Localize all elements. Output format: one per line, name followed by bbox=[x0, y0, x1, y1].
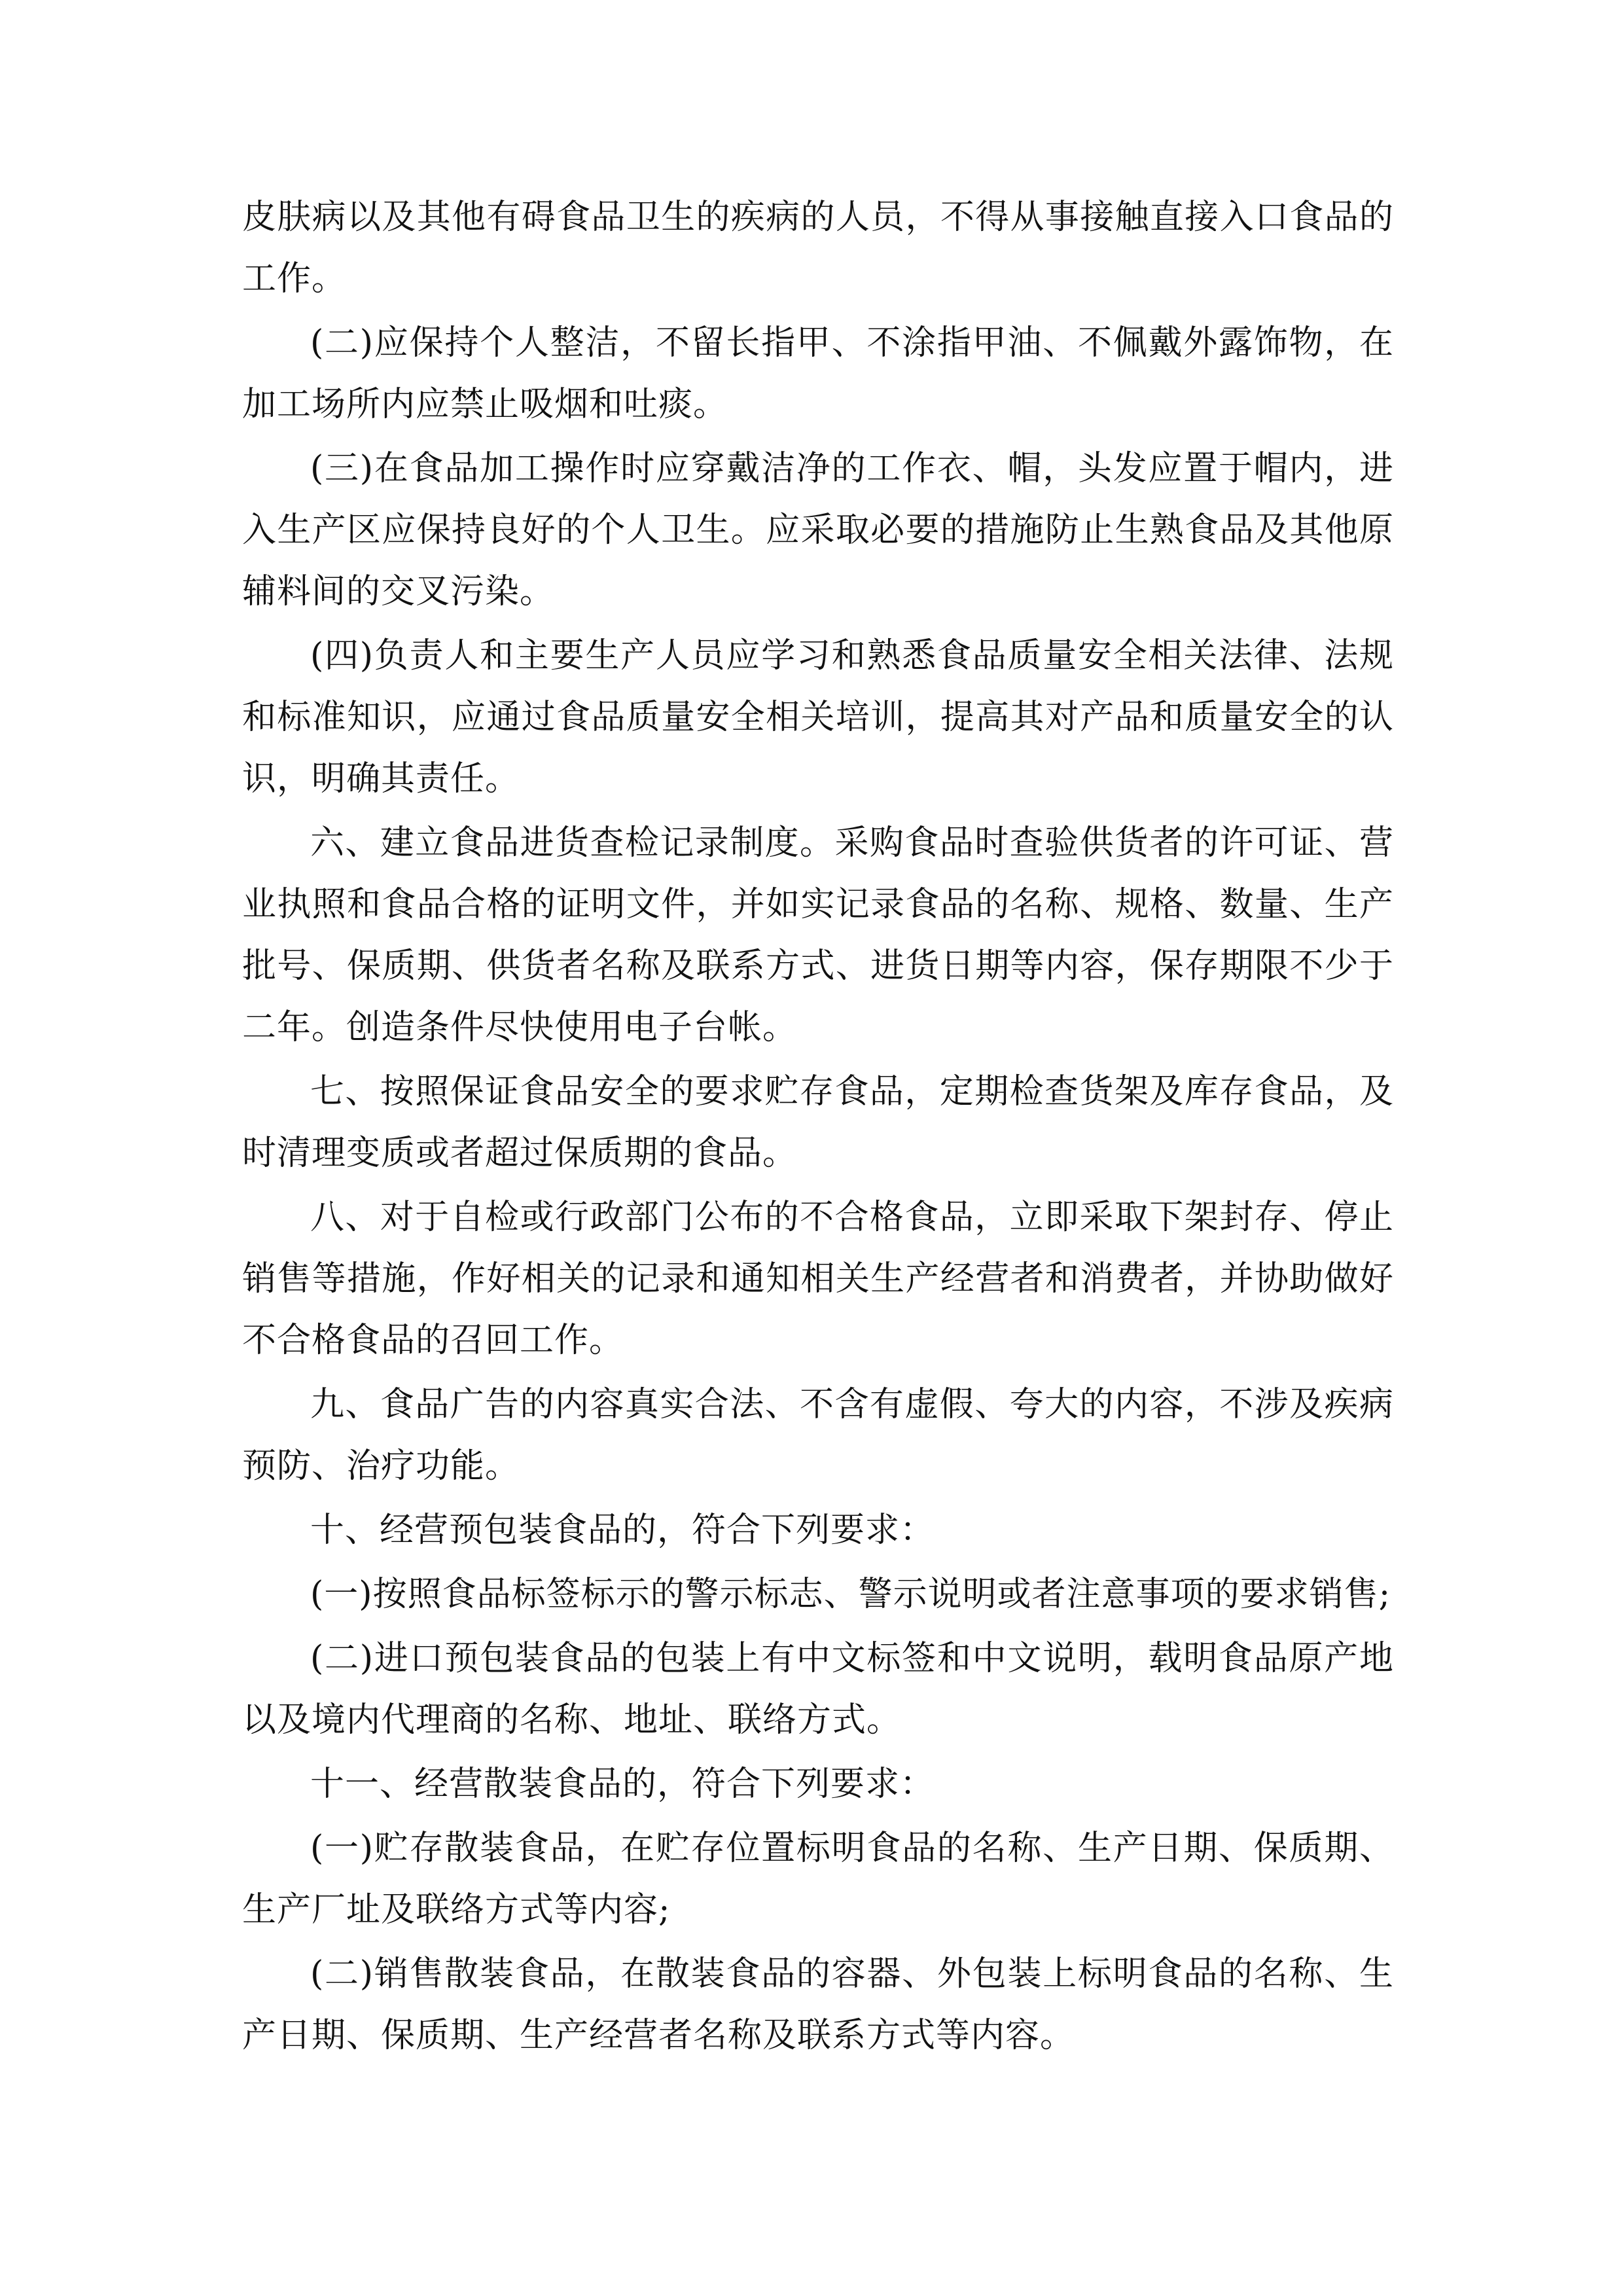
paragraph-item-4: (四)负责人和主要生产人员应学习和熟悉食品质量安全相关法律、法规和标准知识，应通过食品质量安全相关培训，提高其对产品和质量安全的认识，明确其责任。 bbox=[242, 636, 1394, 798]
paragraph-section-8: 八、对于自检或行政部门公布的不合格食品，立即采取下架封存、停止销售等措施，作好相关的记录和通知相关生产经营者和消费者，并协助做好不合格食品的召回工作。 bbox=[242, 1198, 1394, 1360]
paragraph-section-11-item-2: (二)销售散装食品，在散装食品的容器、外包装上标明食品的名称、生产日期、保质期、生产经营者名称及联系方式等内容。 bbox=[242, 1954, 1394, 2055]
paragraph-section-10: 十、经营预包装食品的，符合下列要求： bbox=[310, 1511, 935, 1550]
document-body bbox=[242, 187, 1394, 2066]
paragraph-section-11-item-1: (一)贮存散装食品，在贮存位置标明食品的名称、生产日期、保质期、生产厂址及联络方式等内容; bbox=[242, 1829, 1394, 1929]
paragraph-continuation: 皮肤病以及其他有碍食品卫生的疾病的人员，不得从事接触直接入口食品的工作。 bbox=[242, 198, 1394, 298]
paragraph-item-3: (三)在食品加工操作时应穿戴洁净的工作衣、帽，头发应置于帽内，进入生产区应保持良好的个人卫生。应采取必要的措施防止生熟食品及其他原辅料间的交叉污染。 bbox=[242, 449, 1394, 611]
paragraph-item-2: (二)应保持个人整洁，不留长指甲、不涂指甲油、不佩戴外露饰物，在加工场所内应禁止吸烟和吐痰。 bbox=[242, 323, 1394, 424]
paragraph-section-7: 七、按照保证食品安全的要求贮存食品，定期检查货架及库存食品，及时清理变质或者超过保质期的食品。 bbox=[242, 1072, 1394, 1173]
paragraph-section-10-item-1: (一)按照食品标签标示的警示标志、警示说明或者注意事项的要求销售; bbox=[310, 1575, 1391, 1614]
paragraph-section-9: 九、食品广告的内容真实合法、不含有虚假、夸大的内容，不涉及疾病预防、治疗功能。 bbox=[242, 1385, 1394, 1486]
paragraph-section-10-item-2: (二)进口预包装食品的包装上有中文标签和中文说明，载明食品原产地以及境内代理商的名称、地址、联络方式。 bbox=[242, 1639, 1394, 1740]
paragraph-section-11: 十一、经营散装食品的，符合下列要求： bbox=[310, 1765, 935, 1804]
paragraph-section-6: 六、建立食品进货查检记录制度。采购食品时查验供货者的许可证、营业执照和食品合格的证明文件，并如实记录食品的名称、规格、数量、生产批号、保质期、供货者名称及联系方式、进货日期等内容，保存期限不少于二年。创造条件尽快使用电子台帐。 bbox=[242, 823, 1394, 1047]
